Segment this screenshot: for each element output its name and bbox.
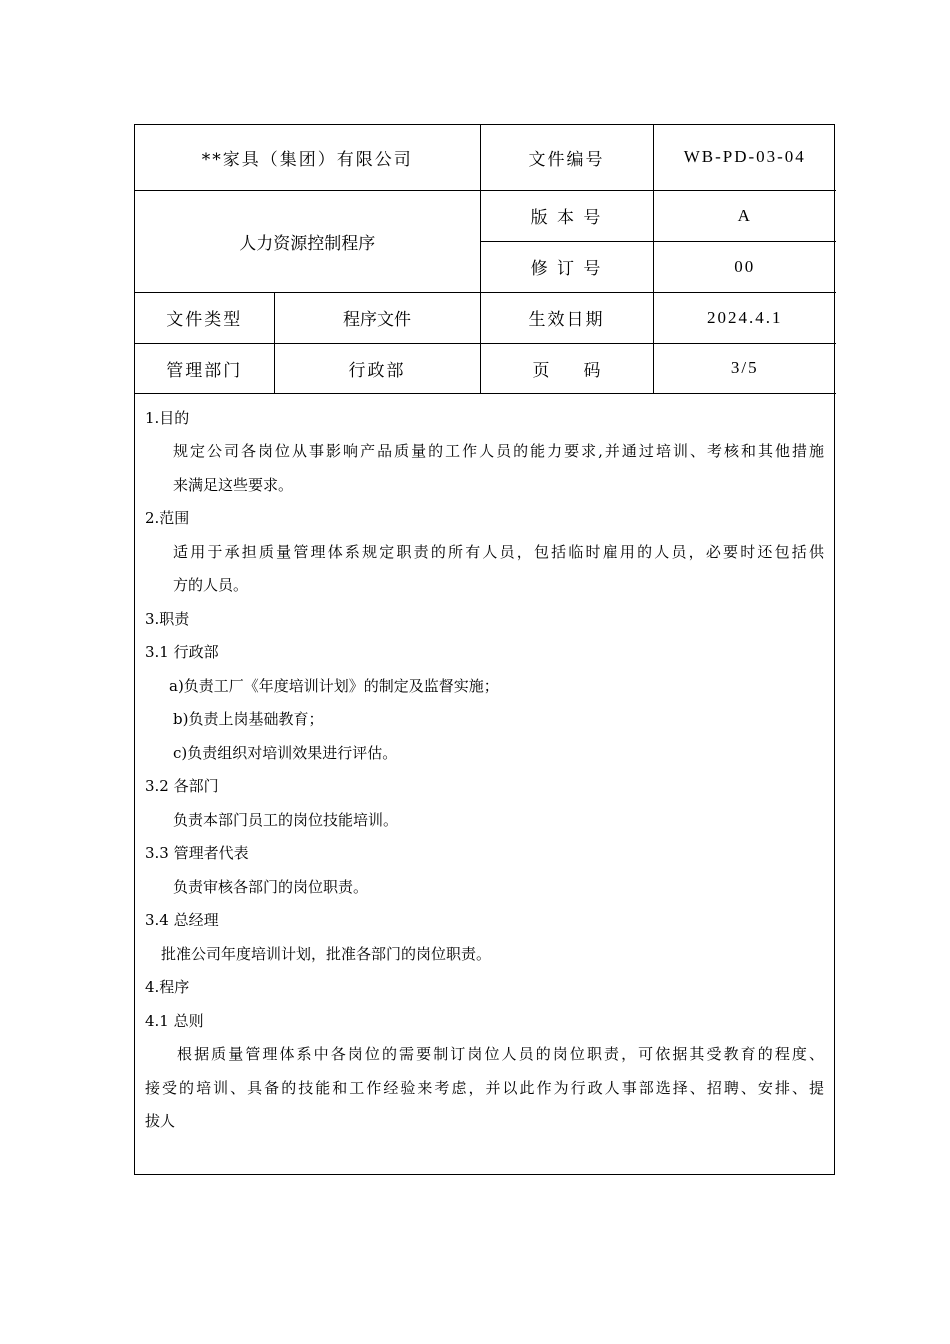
doc-no-value: WB-PD-03-04: [653, 125, 836, 190]
subsection-title: 3.1 行政部: [145, 643, 219, 661]
paragraph-line: 负责本部门员工的岗位技能培训。: [173, 810, 399, 829]
paragraph-line: 接受的培训、具备的技能和工作经验来考虑，并以此作为行政人事部选择、招聘、安排、提: [145, 1078, 824, 1097]
paragraph-line: 来满足这些要求。: [173, 475, 294, 494]
subsection-title: 3.3 管理者代表: [145, 844, 249, 862]
paragraph-line: 根据质量管理体系中各岗位的需要制订岗位人员的岗位职责，可依据其受教育的程度、: [177, 1045, 824, 1063]
dept-label: 管理部门: [135, 343, 274, 393]
section-title: 3.职责: [145, 609, 190, 628]
doc-type-value: 程序文件: [274, 292, 480, 343]
subsection-title: 3.2 各部门: [145, 777, 219, 795]
company-name: **家具（集团）有限公司: [135, 125, 480, 190]
subsection-title: 4.1 总则: [145, 1011, 204, 1030]
version-label: 版 本 号: [480, 190, 653, 241]
doc-no-label: 文件编号: [480, 125, 653, 190]
version-value: A: [653, 190, 836, 241]
section-title: 2.范围: [145, 509, 190, 527]
paragraph-line: 批准公司年度培训计划，批准各部门的岗位职责。: [161, 944, 492, 963]
doc-type-label: 文件类型: [135, 292, 274, 343]
paragraph-line: 方的人员。: [173, 576, 249, 594]
effective-date-value: 2024.4.1: [653, 292, 836, 343]
paragraph-line: 规定公司各岗位从事影响产品质量的工作人员的能力要求,并通过培训、考核和其他措施: [173, 442, 824, 460]
section-title: 1.目的: [145, 408, 190, 427]
effective-date-label: 生效日期: [480, 292, 653, 343]
paragraph-line: 负责审核各部门的岗位职责。: [173, 877, 369, 896]
page-value: 3/5: [653, 343, 836, 393]
dept-value: 行政部: [274, 343, 480, 393]
subsection-title: 3.4 总经理: [145, 911, 219, 929]
list-item: c)负责组织对培训效果进行评估。: [173, 743, 398, 762]
section-title: 4.程序: [145, 978, 190, 996]
document-page: [134, 124, 835, 1175]
document-body: [135, 394, 834, 1139]
header-table: [135, 125, 836, 394]
list-item: b)负责上岗基础教育；: [173, 710, 324, 728]
page-label: 页 码: [480, 343, 653, 393]
paragraph-line: 拔人: [145, 1112, 176, 1130]
revision-value: 00: [653, 241, 836, 292]
doc-title: 人力资源控制程序: [135, 190, 480, 292]
revision-label: 修 订 号: [480, 241, 653, 292]
paragraph-line: 适用于承担质量管理体系规定职责的所有人员，包括临时雇用的人员，必要时还包括供: [173, 542, 824, 561]
list-item: a)负责工厂《年度培训计划》的制定及监督实施；: [169, 676, 499, 695]
